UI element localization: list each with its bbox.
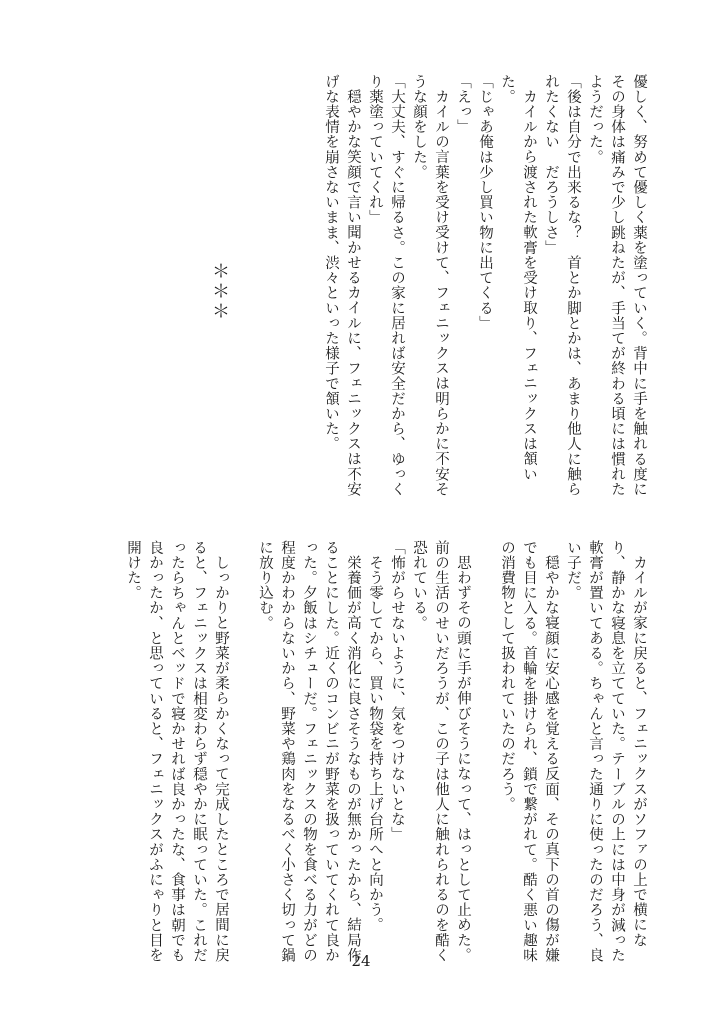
paragraph: 「後は自分で出来るな？ 首とか脚とかは、あまり他人に触られたくない だろうしさ」 bbox=[543, 74, 581, 497]
paragraph: カイルの言葉を受け受けて、フェニックスは明らかに不安そうな顔をした。 bbox=[411, 74, 449, 497]
page-number: 24 bbox=[351, 952, 371, 970]
paragraph: 「じゃあ俺は少し買い物に出てくる」 bbox=[477, 74, 493, 331]
paragraph: 優しく、努めて優しく薬を塗っていく。背中に手を触れる度にその身体は痛みで少し跳ねたが、手当てが終わる頃には慣れたようだった。 bbox=[587, 74, 647, 497]
section-separator: ＊＊＊ bbox=[209, 262, 230, 322]
paragraph: カイルから渡された軟膏を受け取り、フェニックスは頷いた。 bbox=[499, 74, 537, 482]
upper-text-block bbox=[292, 74, 650, 499]
paragraph: 思わずその頭に手が伸びそうになって、はっとして止めた。前の生活のせいだろうが、この子は他人に触れられるのを酷く恐れている。 bbox=[411, 540, 471, 963]
paragraph: 穏やかな笑顔で言い聞かせるカイルに、フェニックスは不安げな表情を崩さないまま、渋々といった様子で頷いた。 bbox=[323, 74, 361, 497]
paragraph: 穏やかな寝顔に安心感を覚える反面、その真下の首の傷が嫌でも目に入る。首輪を掛けられ、鎖で繋がれて。酷く悪い趣味の消費物として扱われていたのだろう。 bbox=[499, 540, 559, 963]
paragraph: カイルが家に戻ると、フェニックスがソファの上で横になり、静かな寝息を立てていた。テーブルの上には中身が減った軟膏が置いてある。ちゃんと言った通りに使ったのだろう、良い子だ。 bbox=[565, 540, 647, 963]
paragraph: そう零してから、買い物袋を持ち上げ台所へと向かう。 bbox=[367, 554, 383, 932]
paragraph: 「大丈夫、すぐに帰るさ。この家に居れば安全だから、ゆっくり薬塗っていてくれ」 bbox=[367, 74, 405, 497]
paragraph bbox=[474, 540, 496, 965]
paragraph: 「えっ」 bbox=[455, 74, 471, 135]
paragraph: 栄養価が高く消化に良さそうなものが無かったから、結局作ることにした。近くのコンビニが野菜を扱っていてくれて良かった。夕飯はシチューだ。フェニックスの物を食べる力がどの程度かわからないから、野菜や鶏肉をなるべく小さく切って鍋に放り込む。 bbox=[257, 540, 361, 963]
paragraph: 「怖がらせないように、気をつけないとな」 bbox=[389, 540, 405, 842]
lower-text-block bbox=[108, 540, 650, 965]
paragraph: しっかりと野菜が柔らかくなって完成したところで居間に戻ると、フェニックスは相変わらず穏やかに眠っていた。これだったらちゃんとベッドで寝かせれば良かったな、食事は朝でも良かったか、と思っていると、フェニックスがふにゃりと目を開けた。 bbox=[125, 540, 229, 963]
paragraph bbox=[232, 540, 254, 965]
